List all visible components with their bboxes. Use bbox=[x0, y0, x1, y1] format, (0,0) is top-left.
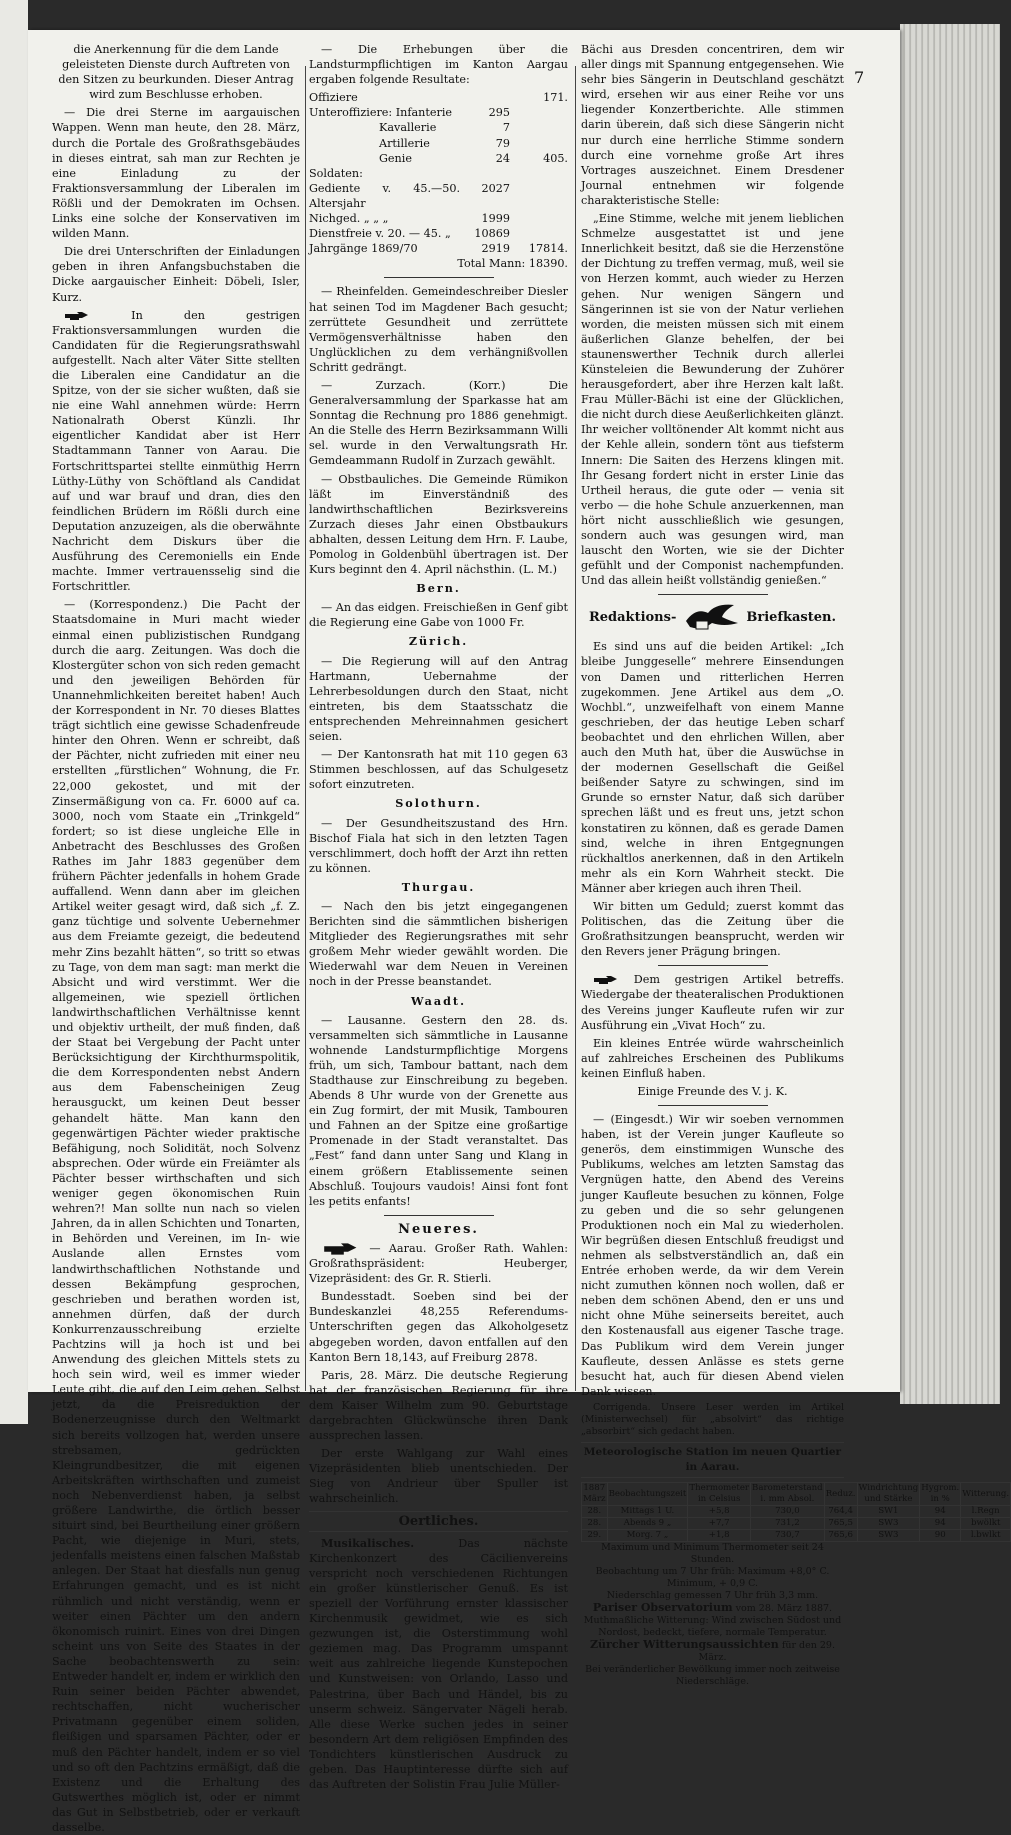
article-paragraph: — Zurzach. (Korr.) Die Generalversammlung der Sparkasse hat am Sonntag die Rechnung pro 1886 genehmigt. An die Stelle des Herrn Bezirksammann Willi sel. wurde in den Verwaltungsrath Hr. Gemdeammann Rudolf in Zurzach gewählt. bbox=[309, 378, 568, 468]
table-cell bbox=[460, 166, 510, 181]
observatory-date: vom 28. März 1887. bbox=[735, 1603, 833, 1615]
zurich-forecast-date: für den 29. März. bbox=[698, 1640, 835, 1664]
article-paragraph: — (Eingesdt.) Wir wir soeben vernommen haben, ist der Verein junger Kaufleute so generös, dem einstimmigen Wunsche des Publikums, welches am letzten Samstag das Vergnügen hatte, den Abend des Vereins junger Kaufleute besuchen zu können, Folge zu geben und die so sehr gelungenen Produktionen noch ein Mal zu wiederholen. Wir begrüßen diesen Entschluß freudigst und nehmen als selbstverständlich an, daß ein Entrée erhoben werde, da wir dem Verein nicht zumuthen können noch wollen, daß er neben dem schönen Abend, den er uns und nicht ohne Mühe seinerseits bereitet, auch den Kostenausfall aus eigener Tasche trage. Das Publikum wird dem Verein junger Kaufleute, dessen Anlässe es stets gerne besucht hat, auch für diesen Abend vielen Dank wissen. bbox=[581, 1113, 844, 1398]
heading-left: Redaktions- bbox=[588, 609, 677, 625]
weather-note: Beobachtung um 7 Uhr früh: Maximum +8,0° C. Minimum, + 0,9 C. bbox=[595, 1566, 830, 1590]
table-cell bbox=[510, 226, 568, 241]
article-paragraph: Dem gestrigen Artikel betreffs. Wiedergabe der theateralischen Produktionen des Vereins junger Kaufleute rufen wir zur Ausführung ein „Vivat Hoch“ zu. bbox=[581, 973, 844, 1032]
pointing-hand-icon bbox=[321, 1242, 361, 1256]
table-cell: SW3 bbox=[857, 1530, 920, 1542]
table-cell: 731,2 bbox=[751, 1518, 825, 1530]
pointing-hand-icon bbox=[593, 975, 619, 985]
table-cell: 405. bbox=[543, 151, 568, 165]
section-heading: Bern. bbox=[416, 581, 461, 596]
article-paragraph: die Anerkennung für die dem Lande geleisteten Dienste durch Auftreten von den Sitzen zu beurkunden. Dieser Antrag wird zum Beschlusse erhoben. bbox=[58, 43, 294, 102]
column-rule bbox=[305, 66, 306, 1391]
zurich-forecast-title: Zürcher Witterungsaussichten bbox=[590, 1638, 779, 1652]
table-cell: Nichged. „ „ „ bbox=[309, 212, 389, 226]
table-cell: 17814. bbox=[528, 242, 568, 256]
table-cell: +7,7 bbox=[688, 1518, 751, 1530]
table-cell: 79 bbox=[495, 136, 510, 150]
column-3 bbox=[581, 42, 1010, 1688]
table-cell: 295 bbox=[488, 106, 510, 120]
section-heading: Neueres. bbox=[398, 1221, 479, 1237]
table-header: Beobachtungszeit bbox=[607, 1483, 688, 1506]
article-paragraph: Wir bitten um Geduld; zuerst kommt das Politischen, das die Zeitung über die Großrathsitzungen beansprucht, werden wir den Revers jener Prägung bringen. bbox=[581, 899, 844, 959]
table-row bbox=[582, 1530, 1011, 1542]
article-paragraph: — Die drei Sterne im aargauischen Wappen. Wenn man heute, den 28. März, durch die Portale des Großrathsgebäudes in dieses eintrat, sah man zur Rechten je eine Einladung zu der Fraktionsversammlung der Liberalen im Rößli und der Demokraten im Ochsen. Links eine solche der Konservativen im wilden Mann. bbox=[52, 106, 300, 241]
table-header: Reduz. bbox=[824, 1483, 857, 1506]
page-number: 7 bbox=[854, 68, 865, 87]
article-paragraph: Ein kleines Entrée würde wahrscheinlich auf zahlreiches Erscheinen des Publikums keinen Einfluß haben. bbox=[581, 1036, 844, 1080]
table-cell: 24 bbox=[495, 151, 510, 165]
section-heading: Thurgau. bbox=[401, 879, 476, 894]
table-header: Thermometer in Celsius bbox=[689, 1483, 750, 1505]
table-cell: Genie bbox=[379, 151, 412, 165]
article-paragraph: — Lausanne. Gestern den 28. ds. versammelten sich sämmtliche in Lausanne wohnende Landsturmpflichtige Morgens früh, um sich, Tambour battant, nach dem Stadthause zur Einschreibung zu begeben. Abends 8 Uhr wurde von der Grenette aus ein Zug formirt, der mit Musik, Tambouren und Fahnen an der Spitze eine großartige Promenade in der Stadt veranstaltet. Das „Fest“ fand dann unter Sang und Klang in einem größern Etablissemente seinen Abschluß. Toujours vaudois! Ainsi font font les petits enfants! bbox=[309, 1013, 568, 1208]
weather-note: Niederschlag gemessen 7 Uhr früh 3,3 mm. bbox=[606, 1590, 819, 1602]
table-row bbox=[582, 1506, 1011, 1518]
table-cell: +5,8 bbox=[688, 1506, 751, 1518]
table-cell: 28. bbox=[582, 1506, 608, 1518]
table-cell: 90 bbox=[920, 1530, 961, 1542]
article-paragraph: — Nach den bis jetzt eingegangenen Berichten sind die sämmtlichen bisherigen Mitglieder des Regierungsrathes mit sehr großem Mehr wieder gewählt worden. Die Wiederwahl war dem Neuen in Vereinen noch in der Presse beanstandet. bbox=[309, 899, 568, 989]
weather-note: Maximum und Minimum Thermometer seit 24 Stunden. bbox=[601, 1542, 824, 1566]
article-paragraph: Das nächste Kirchenkonzert des Cäcilienvereins verspricht noch verschiedenen Richtungen ein großer künstlerischer Genuß. Es ist speziell der Vorführung ernster klassischer Kirchenmusik gewidmet, wie es sich gezwungen ist, die Osterstimmung wohl geziemen mag. Das Programm umspannt weit aus zahlreiche liegende Kunstepochen und Kunstweisen: von Orlando, Lasso und Palestrina, über Bach und Händel, bis zu unserm schweiz. Sängervater Nägeli herab. Alle diese Werke suchen jedes in seiner besondern Art dem religiösen Empfinden des Tondichters künstlerischen Ausdruck zu geben. Das Hauptinteresse dürfte sich auf das Auftreten der Solistin Frau Julie Müller- bbox=[309, 1536, 568, 1792]
table-cell bbox=[510, 166, 568, 181]
article-paragraph: — Aarau. Großer Rath. Wahlen: Großrathspräsident: Heuberger, Vizepräsident: des Gr. R. Stierli. bbox=[309, 1241, 568, 1286]
table-cell: 171. bbox=[543, 91, 568, 105]
article-paragraph: — Die Erhebungen über die Landsturmpflichtigen im Kanton Aargau ergaben folgende Resultate: bbox=[309, 43, 568, 87]
section-heading: Solothurn. bbox=[395, 796, 482, 811]
article-paragraph: Paris, 28. März. Die deutsche Regierung hat der französischen Regierung für ihre dem Kaiser Wilhelm zum 90. Geburtstage dargebrachten Glückwünsche ihren Dank aussprechen lassen. bbox=[309, 1368, 568, 1443]
table-cell: Unteroffiziere: Infanterie bbox=[309, 106, 453, 120]
table-header: Hygrom. in % bbox=[921, 1483, 960, 1505]
article-paragraph: — Der Gesundheitszustand des Hrn. Bischof Fiala hat sich in den letzten Tagen verschlimmert, doch hofft der Arzt ihn retten zu können. bbox=[309, 816, 568, 875]
table-header: Windrichtung und Stärke bbox=[858, 1483, 919, 1505]
table-cell: Dienstfreie v. 20. — 45. „ bbox=[309, 227, 451, 241]
briefkasten-heading bbox=[581, 601, 844, 633]
table-cell: 764,4 bbox=[824, 1506, 857, 1518]
separator bbox=[658, 1105, 768, 1106]
heading-right: Briefkasten. bbox=[746, 609, 837, 625]
table-cell: l.Regn bbox=[961, 1506, 1011, 1518]
article-paragraph: In den gestrigen Fraktionsversammlungen wurden die Candidaten für die Regierungsrathswahl aufgestellt. Nach alter Väter Sitte stellten die Liberalen eine Candidatur an die Spitze, von der sie sicher wußten, daß sie nie eine Wahl annehmen würde: Herrn Nationalrath Oberst Künzli. Ihr eigentlicher Kandidat aber ist Herr Stadtammann Tanner von Aarau. Die Fortschrittspartei stellte einmüthig Herrn Lüthy-Lüthy von Schöftland als Candidat auf und war brauf und dran, dies den feindlichen Brüdern im Rößli durch eine Deputation anzuzeigen, als die oberwähnte Nachricht dem Diskurs über die Ausführung des Ceremoniells ein Ende machte. Immer vertrauensselig sind die Fortschrittler. bbox=[52, 308, 300, 594]
observatory-title: Pariser Observatorium bbox=[592, 1601, 733, 1615]
column-rule bbox=[575, 66, 576, 1391]
signature: Einige Freunde des V. j. K. bbox=[637, 1085, 788, 1098]
table-cell: 10869 bbox=[474, 227, 510, 241]
table-cell: 94 bbox=[920, 1518, 961, 1530]
left-page-edge bbox=[0, 0, 28, 1424]
article-paragraph: Bächi aus Dresden concentriren, dem wir aller dings mit Spannung entgegensehen. Wie sehr bies Sängerin in Deutschland geschätzt wird, ersehen wir aus einer Reihe vor uns liegender Konzertberichte. Alle stimmen darin überein, daß sich diese Sängerin nicht nur durch eine herrliche Stimme sondern durch eine vornehme große Art ihres Vortrages auszeichnet. Einem Dresdener Journal entnehmen wir folgende charakteristische Stelle: bbox=[581, 43, 844, 207]
table-cell: 765,6 bbox=[824, 1530, 857, 1542]
separator bbox=[658, 594, 768, 595]
table-cell bbox=[510, 136, 568, 151]
table-cell: bwölkt bbox=[961, 1518, 1011, 1530]
table-header: Witterung. bbox=[961, 1483, 1011, 1506]
table-cell: SW1 bbox=[857, 1506, 920, 1518]
table-cell: Kavallerie bbox=[379, 121, 437, 135]
table-header: 1887 März bbox=[583, 1483, 606, 1505]
table-cell: 730,7 bbox=[751, 1530, 825, 1542]
landsturm-table bbox=[309, 90, 568, 256]
table-cell: 730,0 bbox=[751, 1506, 825, 1518]
weather-forecast: Bei veränderlicher Bewölkung immer noch zeitweise Niederschläge. bbox=[585, 1664, 840, 1688]
article-paragraph: Bundesstadt. Soeben sind bei der Bundeskanzlei 48,255 Referendums-Unterschriften gegen das Alkoholgesetz abgegeben worden, davon entfallen auf den Kanton Bern 18,143, auf Freiburg 2878. bbox=[309, 1290, 568, 1364]
table-cell: 94 bbox=[920, 1506, 961, 1518]
table-cell: Artillerie bbox=[379, 136, 430, 150]
table-cell: 765,5 bbox=[824, 1518, 857, 1530]
table-cell bbox=[510, 120, 568, 135]
table-cell: Gediente v. 45.—50. Altersjahr bbox=[309, 181, 460, 210]
table-cell: 1999 bbox=[481, 212, 510, 226]
pointing-hand-icon bbox=[64, 311, 90, 321]
weather-table bbox=[581, 1482, 1011, 1542]
table-cell: Mittags 1 U. bbox=[607, 1506, 688, 1518]
separator bbox=[658, 965, 768, 966]
article-paragraph: Der erste Wahlgang zur Wahl eines Vizepräsidenten blieb unentschieden. Der Sieg von Andrieur über Spuller ist wahrscheinlich. bbox=[309, 1447, 568, 1506]
table-cell: 2027 bbox=[481, 181, 510, 195]
table-cell: Soldaten: bbox=[309, 166, 363, 180]
table-cell: SW3 bbox=[857, 1518, 920, 1530]
table-row bbox=[582, 1518, 1011, 1530]
article-paragraph: Corrigenda. Unsere Leser werden im Artikel (Ministerwechsel) für „absolvirt“ das richtige „absorbirt“ sich gedacht haben. bbox=[581, 1401, 844, 1437]
article-paragraph: — Der Kantonsrath hat mit 110 gegen 63 Stimmen beschlossen, auf das Schulgesetz sofort einzutreten. bbox=[309, 748, 568, 792]
table-cell: 7 bbox=[502, 121, 510, 135]
table-cell: Morg. 7 „ bbox=[607, 1530, 688, 1542]
article-paragraph: — (Korrespondenz.) Die Pacht der Staatsdomaine in Muri macht wieder einmal einen publizistischen Rundgang durch die aarg. Zeitungen. Was doch die Klostergüter schon von sich reden gemacht und den jeweiligen Behörden für Unannehmlichkeiten bereitet haben! Auch der Korrespondent in Nr. 70 dieses Blattes trägt sichtlich eine gewisse Schadenfreude hinter den Ohren. Wenn er schreibt, daß der Pächter, nicht zufrieden mit einer neu erstellten „fürstlichen“ Wohnung, die Fr. 22,000 gekostet, und mit der Zinsermäßigung von ca. Fr. 6000 auf ca. 3000, noch vom Staate ein „Trinkgeld“ fordert; so ist diese ungleiche Elle in Anbetracht des Beschlusses des Großen Rathes im Jahr 1883 gegenüber dem frühern Pächter jedenfalls in hohem Grade auffallend. Wenn dann aber im gleichen Artikel weiter gesagt wird, daß sich „f. Z. ganz tüchtige und solvente Uebernehmer aus dem Freiamte gezeigt, die bedeutend mehr Zins bezahlt hätten“, so tritt so etwas zu Tage, von dem man sagt: man merkt die Absicht und wird verstimmt. Wer die allgemeinen, wie speziell örtlichen landwirthschaftlichen Verhältnisse kennt und objektiv urtheilt, der muß finden, daß der Staat bei Vergebung der Pacht unter Berücksichtigung der Kirchthurmspolitik, die dem Korrespondenten nebst Andern aus dem Fabenscheinigen Zeug herausguckt, um keinen Deut besser gehandelt hätte. Man kann den gegenwärtigen Pächter wieder praktische Befähigung, noch Solidität, noch Solvenz absprechen. Oder würde ein Freiämter als Pächter besser wirthschaften und sich weniger gegen ökonomischen Ruin wehren?! Man sollte nun nach so vielen Jahren, da in allen Schichten und Tonarten, in Behörden und Vereinen, im In- wie Auslande allen Ernstes vom landwirthschaftlichen Nothstande und dessen Bekämpfung gesprochen, geschrieben und berathen worden ist, annehmen dürfen, daß der durch Konkurrenzausschreibung erzielte Pachtzins will ja hoch ist und bei Anwendung des gleichen Mittels stets zu hoch sein wird, weil es immer wieder Leute gibt, die auf den Leim gehen. Selbst jetzt, da die Preisreduktion der Bodenerzeugnisse durch den Weltmarkt sich bereits vollzogen hat, werden unsere strebsamen, gedrückten Kleingrundbesitzer, die mit eigenen Arbeitskräften wirthschaften und zumeist noch Nebenverdienst haben, ja selbst größere Landwirthe, die örtlich besser situirt sind, bei Beurtheilung einer größern Pacht, wie diejenige in Muri, stets, jedenfalls meistens einen falschen Maßstab anlegen. Der Staat hat diesfalls nun genug Erfahrungen gemacht, und es ist nicht rühmlich und nicht verständig, wenn er weiter einen Pächter um den andern ökonomisch ruinirt. Eines von drei Dingen scheint uns von Seite des Staates in der Sache beobachtenswerth zu sein: Entweder handelt er, indem er wirklich den Ruin seiner beiden Pächter abwendet, rechtschaffen, nicht wucherischer Privatmann gegenüber einem soliden, fleißigen und sparsamen Pächter, oder er muß den Pächter handelt, indem er so viel und so oft den Pachtzins ermäßigt, daß die Existenz und die Erhaltung des Gutswerthes möglich ist, oder er nimmt das Gut in Selbstbetrieb, oder er verkauft dasselbe. bbox=[52, 598, 300, 1834]
separator bbox=[384, 277, 494, 278]
table-total: Total Mann: 18390. bbox=[457, 257, 568, 271]
column-2 bbox=[309, 42, 568, 1792]
table-cell bbox=[510, 105, 568, 120]
table-cell: +1,8 bbox=[688, 1530, 751, 1542]
article-title: Musikalisches. bbox=[321, 1535, 415, 1550]
weather-forecast: Muthmaßliche Witterung: Wind zwischen Südost und Nordost, bedeckt, tiefere, normale Temperatur. bbox=[583, 1615, 842, 1639]
table-cell: Abends 9 „ bbox=[607, 1518, 688, 1530]
table-cell bbox=[460, 90, 510, 105]
section-heading: Zürich. bbox=[408, 634, 469, 649]
section-heading: Oertliches. bbox=[309, 1511, 568, 1532]
carrier-pigeon-icon bbox=[682, 601, 740, 633]
article-paragraph: — An das eidgen. Freischießen in Genf gibt die Regierung eine Gabe von 1000 Fr. bbox=[309, 601, 568, 630]
weather-station-title: Meteorologische Station im neuen Quartier in Aarau. bbox=[581, 1442, 844, 1478]
table-cell: 28. bbox=[582, 1518, 608, 1530]
article-paragraph: — Die Regierung will auf den Antrag Hartmann, Uebernahme der Lehrerbesoldungen durch den Staat, nicht eintreten, bis dem Staatsschatz die entsprechenden Mehreinnahmen gesichert seien. bbox=[309, 654, 568, 744]
separator bbox=[384, 1215, 494, 1216]
table-cell: 29. bbox=[582, 1530, 608, 1542]
section-heading: Waadt. bbox=[411, 993, 466, 1008]
article-paragraph: „Eine Stimme, welche mit jenem lieblichen Schmelze ausgestattet ist und jene Innerlichkeit besitzt, daß sie die Herzenstöne der Dichtung zu treffen vermag, muß, weil sie von Herzen kommt, auch wieder zu Herzen gehen. Nur wenigen Sängern und Sängerinnen ist sie von der Natur verliehen worden, die meisten müssen sich mit einem äußerlichen Glanze behelfen, der bei staunenswerther Technik durch allerlei Künsteleien die Bewunderung der Zuhörer herausgefordert, aber ihre Herzen kalt laßt. Frau Müller-Bächi ist eine der Glücklichen, die nicht durch diese Aeußerlichkeiten glänzt. Ihr weicher volltönender Alt kommt nicht aus der Kehle allein, sondern tönt aus tiefsterm Innern: Die Saiten des Herzens klingen mit. Ihr Gesang fordert nicht in erster Linie das Urtheil heraus, die gute oder — venia sit verbo — die hohe Schule anzuerkennen, man hört nicht ausschließlich wie gesungen, sondern auch was gesungen wird, man lauscht den Worten, wie sie der Dichter gefühlt und der Componist nachempfunden. Und das allein heißt vollständig genießen.“ bbox=[581, 212, 844, 588]
article-paragraph: — Rheinfelden. Gemeindeschreiber Diesler hat seinen Tod im Magdener Bach gesucht; zerrüttete Gesundheit und zerrüttete Vermögensverhältnisse haben den Unglücklichen zu dem verhängnißvollen Schritt gedrängt. bbox=[309, 285, 568, 374]
table-cell bbox=[510, 211, 568, 226]
book-page-edges bbox=[900, 24, 1000, 1404]
article-paragraph: Es sind uns auf die beiden Artikel: „Ich bleibe Junggeselle“ mehrere Einsendungen von Damen und ritterlichen Herren zugekommen. Jene Artikel aus dem „O. Wochbl.“, unzweifelhaft von einem Manne geschrieben, der das heutige Leben scharf beobachtet und den ehrlichen Willen, aber auch den Muth hat, über die Auswüchse in der modernen Gesellschaft die Geißel beißender Satyre zu schwingen, sind im Grunde so ernster Natur, daß sich darüber sprechen läßt und es freut uns, jetzt schon konstatiren zu können, daß es gerade Damen sind, welche in ihren Entgegnungen rückhaltlos anerkennen, daß in den Artikeln mehr als ein Korn Wahrheit steckt. Die Männer aber kriegen auch ihren Theil. bbox=[581, 640, 844, 895]
article-paragraph: — Obstbauliches. Die Gemeinde Rümikon läßt im Einverständniß des landwirthschaftlichen Bezirksvereins Zurzach dieses Jahr einen Obstbaukurs abhalten, dessen Leitung dem Hrn. F. Laube, Pomolog in Goldenbühl übertragen ist. Der Kurs beginnt den 4. April nächsthin. (L. M.) bbox=[309, 472, 568, 577]
table-cell bbox=[510, 181, 568, 211]
column-1 bbox=[52, 42, 300, 1834]
table-cell: Jahrgänge 1869/70 bbox=[309, 242, 418, 256]
table-cell: Offiziere bbox=[309, 91, 358, 105]
table-header: Barometerstand i. mm Absol. bbox=[752, 1483, 823, 1505]
table-cell: l.bwlkt bbox=[961, 1530, 1011, 1542]
article-paragraph: Die drei Unterschriften der Einladungen geben in ihren Anfangsbuchstaben die Dicke aargauischer Einheit: Döbeli, Isler, Kurz. bbox=[52, 245, 300, 304]
table-cell: 2919 bbox=[481, 242, 510, 256]
